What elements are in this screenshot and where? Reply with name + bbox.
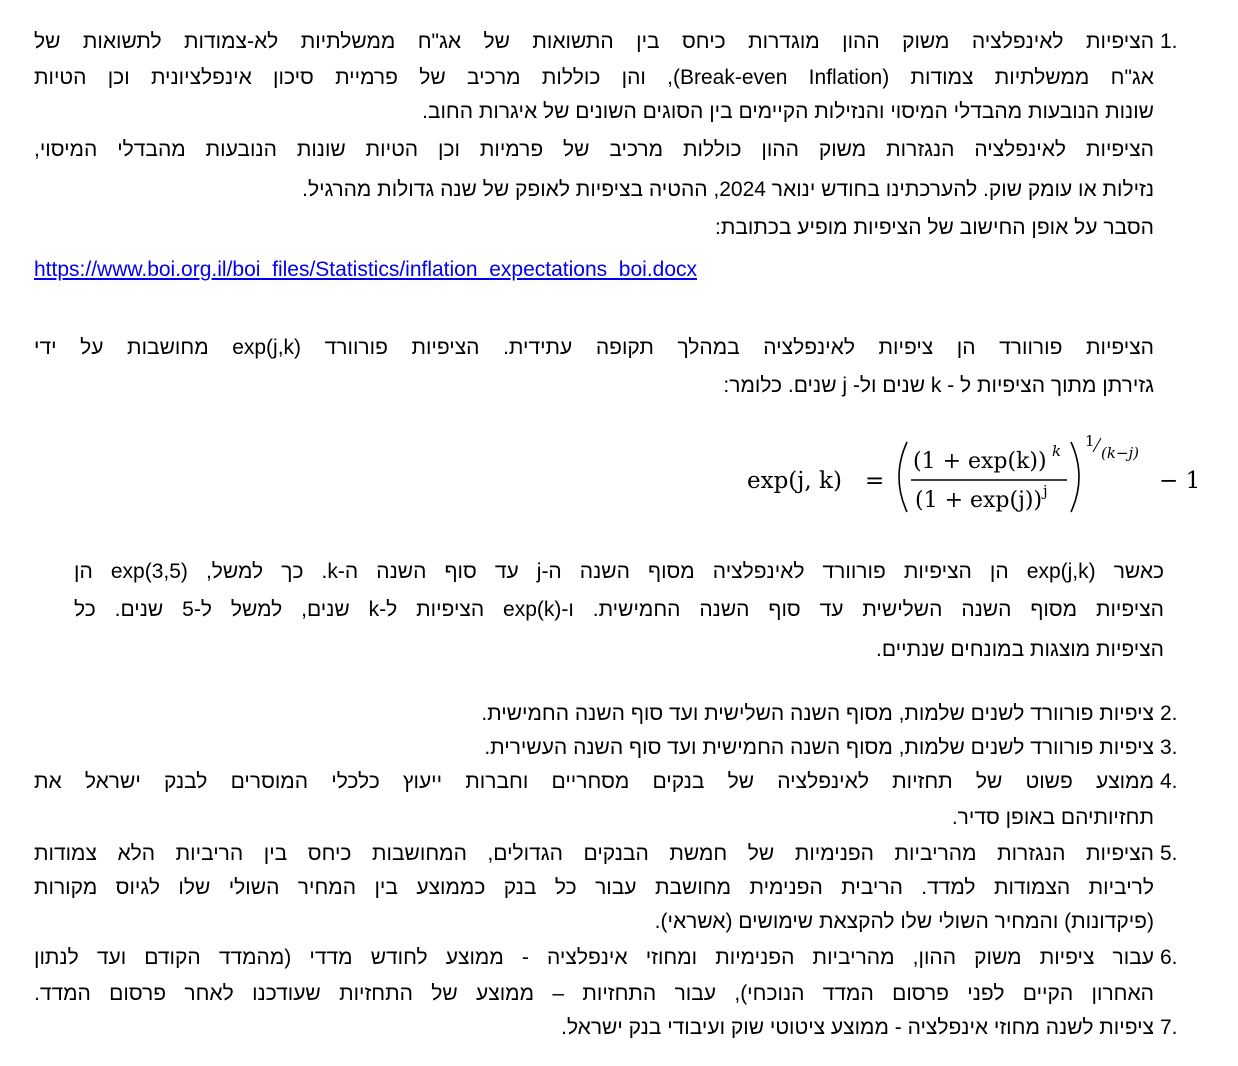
explanation-line2: הציפיות מסוף השנה השלישית עד סוף השנה החמישית. ו-exp(k) הציפיות ל-k שנים, למשל ל-5 שנים. כל (74, 598, 1164, 621)
item1-line2: אג"ח ממשלתיות צמודות (Break-even Inflation), והן כוללות מרכיב של פרמיית סיכון אינפלציונית וכן הטיות (34, 66, 1154, 89)
explanation-line1: כאשר exp(j,k) הן הציפיות פורוורד לאינפלציה מסוף השנה ה-j עד סוף השנה ה-k. כך למשל, exp(3,5) הן (74, 560, 1165, 583)
list-number-4: 4. (1160, 770, 1178, 793)
formula-denominator-exponent: j (1043, 482, 1048, 500)
list-number-2: 2. (1160, 702, 1178, 725)
formula-denominator: (1 + exp(j)) (915, 488, 1043, 513)
formula-numerator-exponent: k (1052, 442, 1062, 460)
left-paren (899, 442, 907, 512)
item6-line2: האחרון הקיים לפני פרסום המדד הנוכחי), עבור התחזיות – ממוצע של התחזיות שעודכנו לאחר פרסום המדד. (34, 982, 1154, 1005)
item4-line1: ממוצע פשוט של תחזיות לאינפלציה של בנקים מסחריים וחברות ייעוץ כלכלי המוסרים לבנק ישראל את (34, 770, 1154, 793)
item5-line3: (פיקדונות) והמחיר השולי שלו להקצאת שימושים (אשראי). (654, 910, 1154, 933)
item1-line3: שונות הנובעות מהבדלי המיסוי והנזילות הקיימים בין הסוגים השונים של איגרות החוב. (422, 100, 1154, 123)
item2-text: ציפיות פורוורד לשנים שלמות, מסוף השנה השלישית ועד סוף השנה החמישית. (481, 702, 1154, 725)
formula-minus-one: − 1 (1159, 468, 1201, 494)
right-paren (1071, 442, 1079, 512)
item4-line2: תחזיותיהם באופן סדיר. (951, 806, 1154, 829)
formula-svg (745, 430, 1205, 520)
item1-line4: הציפיות לאינפלציה הנגזרות משוק ההון כוללות מרכיב של פרמיות וכן הטיות שונות הנובעות מהבדלי המיסוי, (34, 138, 1154, 161)
formula-numerator: (1 + exp(k)) (913, 449, 1047, 474)
list-number-3: 3. (1160, 736, 1178, 759)
list-number-5: 5. (1160, 842, 1178, 865)
formula-equals: = (865, 468, 885, 494)
outer-exponent-numerator: 1 (1085, 432, 1095, 450)
explanation-line3: הציפיות מוצגות במונחים שנתיים. (876, 638, 1164, 661)
item1-line5: נזילות או עומק שוק. להערכתינו בחודש ינואר 2024, ההטיה בציפיות לאופק של שנה גדולות מהרגיל. (302, 178, 1154, 201)
list-number-1: 1. (1160, 30, 1178, 53)
forward-definition-line2: גזירתן מתוך הציפיות ל - k שנים ול- j שנים. כלומר: (723, 374, 1154, 397)
inflation-expectations-link[interactable]: https://www.boi.org.il/boi_files/Statistics/inflation_expectations_boi.docx (34, 258, 698, 281)
item7-text: ציפיות לשנה מחוזי אינפלציה - ממוצע ציטוטי שוק ועיבודי בנק ישראל. (561, 1016, 1154, 1039)
item1-line1: הציפיות לאינפלציה משוק ההון מוגדרות כיחס בין התשואות של אג"ח ממשלתיות לא-צמודות לתשואות של (34, 30, 1154, 53)
item1-line6: הסבר על אופן החישוב של הציפיות מופיע בכתובת: (715, 216, 1154, 239)
item5-line2: לריביות הצמודות למדד. הריבית הפנימית מחושבת עבור כל בנק כממוצע בין המחיר השולי שלו לגיוס מקורות (34, 876, 1154, 899)
formula-lhs: exp(j, k) (747, 468, 842, 494)
item3-text: ציפיות פורוורד לשנים שלמות, מסוף השנה החמישית ועד סוף השנה העשירית. (484, 736, 1154, 759)
forward-definition-line1: הציפיות פורוורד הן ציפיות לאינפלציה במהלך תקופה עתידית. הציפיות פורוורד exp(j,k) מחושבות על ידי (34, 336, 1154, 359)
outer-exponent-denominator: (k−j) (1101, 444, 1140, 462)
forward-formula (745, 430, 1205, 520)
list-number-7: 7. (1160, 1016, 1178, 1039)
item6-line1: עבור ציפיות משוק ההון, מהריביות הפנימיות ומחוזי אינפלציה - ממוצע לחודש מדדי (מהמדד הקודם ועד לנתון (34, 946, 1154, 969)
item5-line1: הציפיות הנגזרות מהריביות הפנימיות של חמשת הבנקים הגדולים, המחושבות כיחס בין הריביות הלא צמודות (34, 842, 1154, 865)
list-number-6: 6. (1160, 946, 1178, 969)
